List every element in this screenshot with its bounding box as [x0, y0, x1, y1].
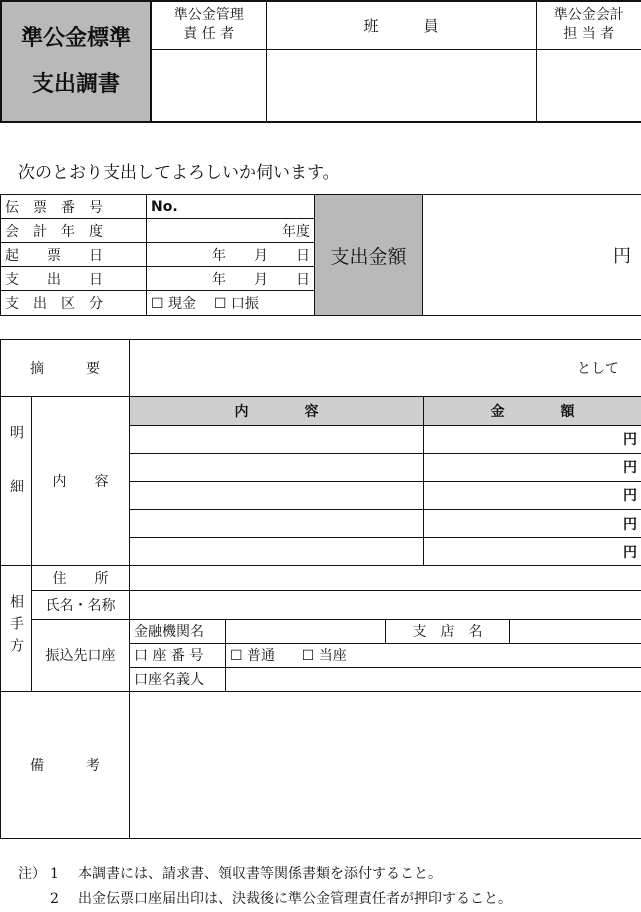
- summary-suffix: として: [577, 361, 619, 377]
- cash-checkbox[interactable]: ☐: [151, 296, 164, 312]
- detail-table: [0, 339, 641, 839]
- summary-label: 摘 要: [1, 340, 130, 397]
- bank-name-label: 金融機関名: [130, 619, 226, 643]
- detail-col-content: 内 容: [130, 397, 424, 425]
- approver-header: 準公金管理 責 任 者: [151, 1, 266, 49]
- slip-value-pay-date[interactable]: 年 月 日: [147, 267, 315, 291]
- slip-label-pay-date: 支 出 日: [1, 267, 147, 291]
- slip-value-issue-date[interactable]: 年 月 日: [147, 243, 315, 267]
- slip-label-kubun: 支 出 区 分: [1, 291, 147, 316]
- remarks-field[interactable]: [130, 692, 641, 839]
- slip-value-number[interactable]: No.: [147, 195, 315, 219]
- bank-name-field[interactable]: [226, 619, 386, 643]
- approver-seal-box[interactable]: [151, 49, 266, 122]
- amount-field[interactable]: [423, 195, 641, 316]
- transfer-label: 口振: [231, 296, 259, 312]
- detail-amount-cell[interactable]: 円: [424, 425, 641, 453]
- staff-seal-box[interactable]: [266, 49, 536, 122]
- payee-name-field[interactable]: [130, 591, 641, 619]
- detail-amount-cell[interactable]: 円: [424, 481, 641, 509]
- slip-value-year[interactable]: 年度: [147, 219, 315, 243]
- detail-side-label: 明細: [1, 397, 32, 566]
- remarks-label: 備 考: [1, 692, 130, 839]
- slip-value-kubun: [147, 291, 315, 316]
- futsu-label: 普通: [247, 648, 275, 664]
- detail-amount-cell[interactable]: 円: [424, 509, 641, 537]
- detail-row-label: 内 容: [32, 397, 130, 566]
- accountant-seal-box[interactable]: [536, 49, 641, 122]
- branch-field[interactable]: [510, 619, 641, 643]
- detail-amount-cell[interactable]: 円: [424, 453, 641, 481]
- detail-content-cell[interactable]: [130, 481, 424, 509]
- note-2: 2 出金伝票口座届出印は、決裁後に準公金管理責任者が押印すること。: [18, 887, 512, 912]
- header-table: [0, 0, 641, 123]
- amount-label: 支出金額: [315, 195, 423, 316]
- slip-table: [0, 194, 641, 316]
- transfer-checkbox[interactable]: ☐: [214, 296, 227, 312]
- detail-content-cell[interactable]: [130, 453, 424, 481]
- account-holder-label: 口座名義人: [130, 667, 226, 691]
- payee-account-label: 振込先口座: [32, 619, 130, 691]
- account-number-label: 口 座 番 号: [130, 643, 226, 667]
- detail-content-cell[interactable]: [130, 509, 424, 537]
- form-title: 準公金標準 支出調書: [1, 1, 151, 122]
- touza-label: 当座: [319, 648, 347, 664]
- slip-label-year: 会 計 年 度: [1, 219, 147, 243]
- branch-label: 支 店 名: [386, 619, 510, 643]
- payee-side-label: 相手方: [1, 566, 32, 692]
- payee-name-label: 氏名・名称: [32, 591, 130, 619]
- payee-address-label: 住 所: [32, 566, 130, 591]
- touza-checkbox[interactable]: ☐: [302, 648, 315, 664]
- detail-col-amount: 金 額: [424, 397, 641, 425]
- cash-label: 現金: [168, 296, 196, 312]
- staff-header: 班 員: [266, 1, 536, 49]
- slip-label-number: 伝 票 番 号: [1, 195, 147, 219]
- intro-text: 次のとおり支出してよろしいか伺います。: [18, 158, 340, 183]
- summary-field[interactable]: [130, 340, 641, 397]
- detail-content-cell[interactable]: [130, 425, 424, 453]
- detail-content-cell[interactable]: [130, 538, 424, 566]
- accountant-header: 準公金会計 担 当 者: [536, 1, 641, 49]
- detail-amount-cell[interactable]: 円: [424, 538, 641, 566]
- futsu-checkbox[interactable]: ☐: [230, 648, 243, 664]
- account-number-field: [226, 643, 641, 667]
- amount-unit: 円: [613, 246, 631, 267]
- account-holder-field[interactable]: [226, 667, 641, 691]
- slip-label-issue-date: 起 票 日: [1, 243, 147, 267]
- payee-address-field[interactable]: [130, 566, 641, 591]
- note-1: 注） 1 本調書には、請求書、領収書等関係書類を添付すること。: [18, 862, 512, 887]
